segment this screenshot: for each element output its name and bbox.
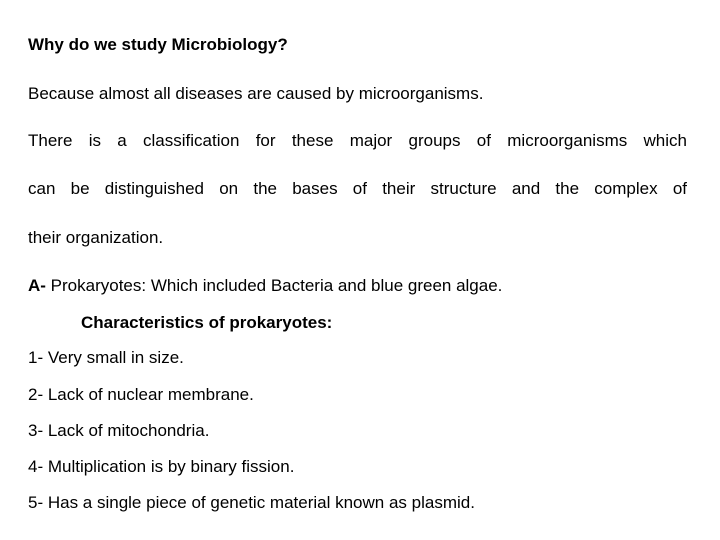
classification-line-1: There is a classification for these major groups of microorganisms which: [28, 131, 687, 150]
characteristic-item: 3- Lack of mitochondria.: [28, 421, 210, 440]
characteristics-title: Characteristics of prokaryotes:: [81, 313, 333, 332]
section-a-label: A-: [28, 276, 46, 295]
classification-line-3: their organization.: [28, 228, 164, 247]
page-heading: Why do we study Microbiology?: [28, 35, 288, 54]
section-a-text: Prokaryotes: Which included Bacteria and blue green algae.: [45, 276, 503, 295]
classification-line-2: can be distinguished on the bases of their structure and the complex of: [28, 179, 687, 198]
characteristic-item: 1- Very small in size.: [28, 348, 184, 367]
reason-text: Because almost all diseases are caused by microorganisms.: [28, 84, 484, 103]
characteristic-item: 2- Lack of nuclear membrane.: [28, 385, 254, 404]
characteristic-item: 4- Multiplication is by binary fission.: [28, 457, 295, 476]
section-a-paragraph: [28, 276, 502, 296]
characteristic-item: 5- Has a single piece of genetic material known as plasmid.: [28, 493, 475, 512]
